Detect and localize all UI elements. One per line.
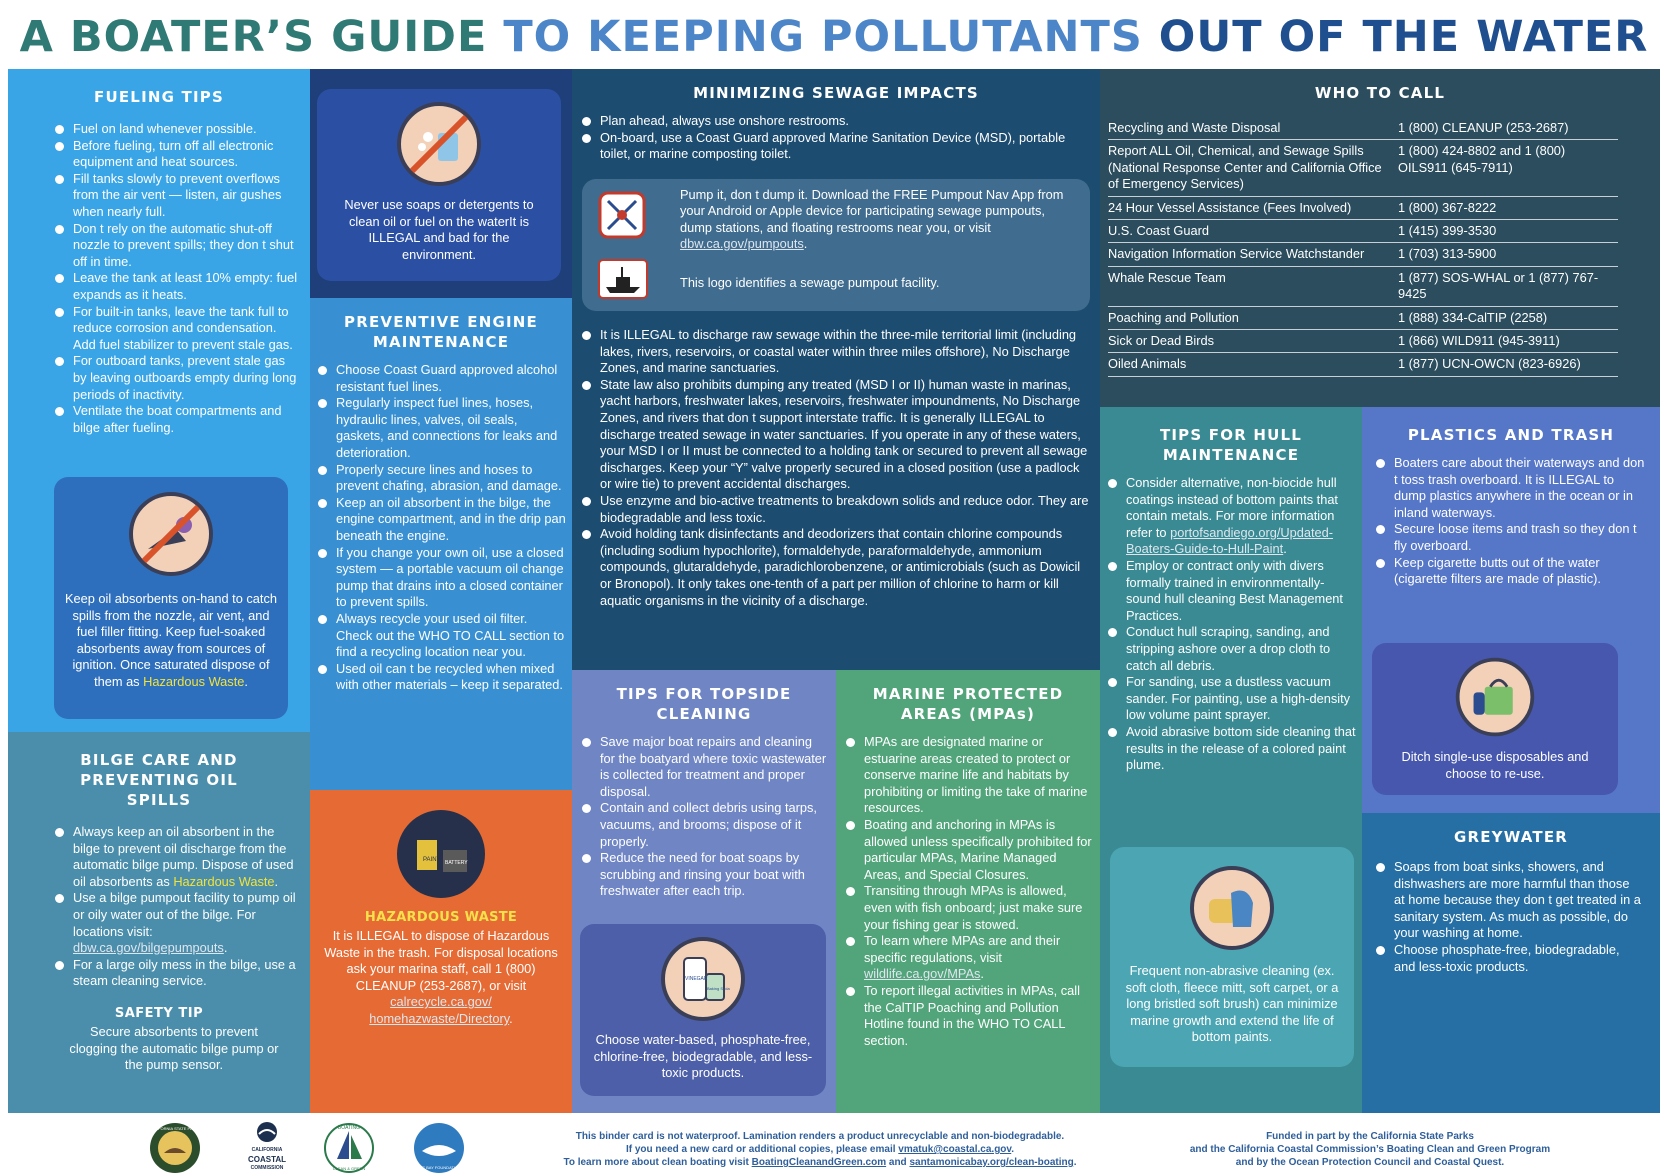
oil-absorbent-icon [126,489,216,579]
list-item: Keep cigarette butts out of the water (cigarette filters are made of plastic). [1376,555,1648,588]
table-row [1108,220,1618,243]
products-text: Choose water-based, phosphate-free, chlorine-free, biodegradable, and less-toxic products. [593,1032,813,1081]
contact-name: Oiled Animals [1108,353,1398,376]
who-to-call-title: WHO TO CALL [1314,84,1446,102]
bay-foundation-logo [412,1121,466,1174]
list-item: Use enzyme and bio-active treatments to breakdown solids and reduce odor. They are biodegradable and less toxic. [582,493,1092,526]
list-item: Fill tanks slowly to prevent overflows from the air vent — listen, air gushes when nearly full. [55,171,300,221]
hazardous-waste-highlight: Hazardous Waste [143,673,245,689]
contact-phone: 1 (800) 424-8802 and 1 (800) OILS911 (645-7911) [1398,140,1618,196]
santamonicabay-link[interactable]: santamonicabay.org/clean-boating [909,1157,1074,1168]
reusable-bag-icon [1453,655,1537,739]
list-item: On-board, use a Coast Guard approved Marine Sanitation Device (MSD), portable toilet, or marine composting toilet. [582,130,1090,163]
pumpout-facility-logo-icon [598,259,648,299]
list-item: Keep an oil absorbent in the bilge, the engine compartment, and in the drip pan beneath the engine. [318,495,566,545]
sewage-list [582,327,1092,609]
who-to-call-panel [1100,69,1660,407]
sewage-top-list [582,113,1090,163]
list-item: State law also prohibits dumping any treated (MSD I or II) human waste in marinas, yacht harbors, freshwater lakes, reservoirs, freshwater impoundments, No Discharge Zones, and rivers that don t support interstate traffic. It is generally ILLEGAL to discharge treated sewage in water sanctuaries. If you operate in any of these waters, your MSD I or II must be connected to a holding tank or secured to prevent all sewage discharges. Keep your “Y” valve properly secured in a closed position (use a padlock or wire tie) to prevent accidental discharges. [582,377,1092,493]
soap-warning-panel [310,69,572,298]
list-item: Choose phosphate-free, biodegradable, and less-toxic products. [1376,942,1642,975]
hazardous-waste-panel [310,790,572,1113]
list-item: Employ or contract only with divers formally trained in environmentally-sound hull cleaning Best Management Practices. [1108,558,1356,624]
fueling-title: FUELING TIPS [94,88,224,106]
contact-name: 24 Hour Vessel Assistance (Fees Involved) [1108,196,1398,219]
hazardous-waste-title: HAZARDOUS WASTE [364,910,518,925]
list-item: Always recycle your used oil filter. Check out the WHO TO CALL section to find a recycling location near you. [318,611,566,661]
list-item: MPAs are designated marine or estuarine areas created to protect or conserve marine life and habitats by prohibiting or limiting the take of marine resources. [846,734,1094,817]
safety-tip-title: SAFETY TIP [114,1005,204,1021]
non-abrasive-text: Frequent non-abrasive cleaning (ex. soft cloth, fleece mitt, soft carpet, or a long bristled soft brush) can minimize marine growth and extend the life of bottom paints. [1125,963,1339,1045]
safety-tip-text: Secure absorbents to prevent clogging the automatic bilge pump or the pump sensor. [69,1023,279,1073]
greywater-panel [1362,813,1660,1113]
contact-name: Whale Rescue Team [1108,266,1398,306]
table-row [1108,117,1618,140]
table-row [1108,266,1618,306]
contact-phone: 1 (800) 367-8222 [1398,196,1618,219]
list-item: Reduce the need for boat soaps by scrubbing and rinsing your boat with freshwater after each trip. [582,850,828,900]
pumpout-app-text: Pump it, don t dump it. Download the FREE Pumpout Nav App from your Android or Apple device for participating sewage pumpouts, dump stations, and floating restrooms near you, or visit dbw.ca.gov/pumpouts. [680,187,1064,252]
boating-clean-green-link[interactable]: BoatingCleanandGreen.com [751,1157,887,1168]
list-item: Before fueling, turn off all electronic equipment and heat sources. [55,138,300,171]
list-item: Soaps from boat sinks, showers, and dishwashers are more harmful than those at home because they don t get treated in a sanitary system. As much as possible, do your washing at home. [1376,859,1642,942]
plastics-list [1376,455,1648,588]
svg-text:CLEAN & GREEN: CLEAN & GREEN [332,1166,366,1171]
list-item: Don t rely on the automatic shut-off nozzle to prevent spills; they don t shut off in time. [55,221,300,271]
state-parks-logo [148,1121,202,1174]
table-row [1108,196,1618,219]
greywater-title: GREYWATER [1453,828,1569,846]
table-row [1108,306,1618,329]
list-item: To learn where MPAs are and their specific regulations, visit wildlife.ca.gov/MPAs. [846,933,1094,983]
list-item: For a large oily mess in the bilge, use a steam cleaning service. [55,957,300,990]
fueling-list [55,121,300,436]
sewage-panel [572,69,1100,670]
reuse-card [1372,643,1618,795]
list-item: Fuel on land whenever possible. [55,121,300,138]
svg-text:PAINT: PAINT [423,857,441,863]
list-item: For sanding, use a dustless vacuum sander. For painting, use a high-density low volume paint sprayer. [1108,674,1356,724]
contact-phone: 1 (703) 313-5900 [1398,243,1618,266]
svg-text:CALIFORNIA STATE PARKS: CALIFORNIA STATE PARKS [149,1126,201,1131]
list-item: Choose Coast Guard approved alcohol resistant fuel lines. [318,362,566,395]
list-item: Avoid abrasive bottom side cleaning that results in the release of a colored paint plume. [1108,724,1356,774]
boating-clean-green-logo [322,1121,376,1174]
contact-name: Recycling and Waste Disposal [1108,117,1398,140]
table-row [1108,243,1618,266]
pumpout-logo-text: This logo identifies a sewage pumpout facility. [680,275,940,290]
list-item: Contain and collect debris using tarps, vacuums, and brooms; dispose of it properly. [582,800,828,850]
list-item: Save major boat repairs and cleaning for the boatyard where toxic wastewater is collected for treatment and proper disposal. [582,734,828,800]
products-card [580,924,826,1096]
topside-cleaning-panel [572,670,836,1113]
contact-phone: 1 (877) SOS-WHAL or 1 (877) 767-9425 [1398,266,1618,306]
fueling-tips-panel [8,69,310,732]
topside-title: TIPS FOR TOPSIDE CLEANING [616,685,792,723]
list-item: Properly secure lines and hoses to prevent chafing, abrasion, and damage. [318,462,566,495]
contact-phone: 1 (888) 334-CalTIP (2258) [1398,306,1618,329]
coastal-commission-logo: CALIFORNIA COASTAL COMMISSION [232,1121,302,1173]
svg-text:THE BAY FOUNDATION: THE BAY FOUNDATION [416,1165,462,1170]
list-item: Always keep an oil absorbent in the bilge to prevent oil discharge from the automatic bilge pump. Dispose of used oil absorbents as Hazardous Waste. [55,824,300,890]
reuse-text: Ditch single-use disposables and choose to re-use. [1401,749,1589,781]
cleaning-products-icon [658,934,748,1024]
list-item: For built-in tanks, leave the tank full to reduce corrosion and condensation. Add fuel stabilizer to prevent stale gas. [55,304,300,354]
hull-title: TIPS FOR HULL MAINTENANCE [1159,426,1303,464]
contact-name: U.S. Coast Guard [1108,220,1398,243]
list-item: Use a bilge pumpout facility to pump oil or oily water out of the bilge. For locations visit: dbw.ca.gov/bilgepumpouts. [55,890,300,956]
list-item: Leave the tank at least 10% empty: fuel expands as it heats. [55,270,300,303]
mpa-title: MARINE PROTECTED AREAS (MPAs) [872,685,1064,723]
funding-credits: Funded in part by the California State Parks and the California Coastal Commission’s Boating Clean and Green Program and by the Ocean Protection Council and Coastal Quest. [1189,1131,1551,1168]
email-link[interactable]: vmatuk@coastal.ca.gov [898,1144,1012,1155]
oil-absorbent-card [54,477,288,719]
page-title: A BOATER’S GUIDE TO KEEPING POLLUTANTS OUT OF THE WATER [19,12,1649,62]
contacts-table [1108,117,1618,377]
bilge-care-panel [8,732,310,1113]
svg-text:BOATING: BOATING [337,1125,361,1131]
hazardous-waste-icon [393,806,489,902]
contact-phone: 1 (866) WILD911 (945-3911) [1398,330,1618,353]
topside-list [582,734,828,900]
list-item: Boaters care about their waterways and don t toss trash overboard. It is ILLEGAL to dump plastics anywhere in the ocean or in inland waterways. [1376,455,1648,521]
svg-text:BATTERY: BATTERY [445,860,468,866]
table-row [1108,140,1618,196]
oil-absorbent-text: Keep oil absorbents on-hand to catch spills from the nozzle, air vent, and fuel filler fitting. Keep fuel-soaked absorbents away from sources of ignition. Once saturated dispose of them as Hazardous Waste. [64,591,277,689]
mpa-link[interactable]: wildlife.ca.gov/MPAs [864,966,981,982]
pumpout-app-icon [598,191,646,239]
list-item: If you change your own oil, use a closed system — a portable vacuum oil change pump that drains into a closed container to prevent spills. [318,545,566,611]
preventive-title: PREVENTIVE ENGINE MAINTENANCE [344,313,538,351]
pumpouts-link[interactable]: dbw.ca.gov/pumpouts [680,236,804,252]
list-item: It is ILLEGAL to discharge raw sewage within the three-mile territorial limit (including lakes, rivers, reservoirs, or coastal water within three miles offshore), No Discharge Zones, and marine sanctuaries. [582,327,1092,377]
calrecycle-link[interactable]: calrecycle.ca.gov/ homehazwaste/Directory [369,994,510,1026]
soap-warning-card [317,89,561,281]
footer-notice: This binder card is not waterproof. Lamination renders a product unrecyclable and non-biodegradable. If you need a new card or additional copies, please email vmatuk@coastal.ca.gov. To learn more about clean boating visit BoatingCleanandGreen.com and santamonicabay.org/clean-boating. [563,1131,1077,1168]
list-item: To report illegal activities in MPAs, call the CalTIP Poaching and Pollution Hotline found in the WHO TO CALL section. [846,983,1094,1049]
list-item: Avoid holding tank disinfectants and deodorizers that contain chlorine compounds (including sodium hypochlorite), formaldehyde, paraformaldehyde, ammonium compounds, glutaraldehyde, paradichlorobenzene, or antimicrobials (such as Dowicil or Bronopol). It only takes one-tenth of a part per million of chlorine to harm or kill aquatic organisms in the vicinity of a discharge. [582,526,1092,609]
hull-paint-link[interactable]: portofsandiego.org/Updated-Boaters-Guide-to-Hull-Paint [1126,524,1334,557]
list-item: Plan ahead, always use onshore restrooms. [582,113,1090,130]
contact-name: Navigation Information Service Watchstander [1108,243,1398,266]
hull-maintenance-panel [1100,407,1362,1113]
footer [0,1113,1668,1174]
list-item: Consider alternative, non-biocide hull coatings instead of bottom paints that contain metals. For more information refer to portofsandiego.org/Updated-Boaters-Guide-to-Hull-Paint. [1108,475,1356,558]
greywater-list [1376,859,1642,975]
table-row [1108,330,1618,353]
no-soap-icon [394,99,484,189]
contact-name: Poaching and Pollution [1108,306,1398,329]
table-row [1108,353,1618,376]
non-abrasive-card [1110,847,1354,1067]
mpa-list [846,734,1094,1049]
contact-phone: 1 (800) CLEANUP (253-2687) [1398,117,1618,140]
hazardous-waste-highlight: Hazardous Waste [173,873,275,889]
preventive-list [318,362,566,694]
contact-name: Sick or Dead Birds [1108,330,1398,353]
list-item: For outboard tanks, prevent stale gas by leaving outboards empty during long periods of inactivity. [55,353,300,403]
soap-warning-text: Never use soaps or detergents to clean oil or fuel on the waterIt is ILLEGAL and bad for the environment. [344,197,534,262]
list-item: Ventilate the boat compartments and bilge after fueling. [55,403,300,436]
list-item: Transiting through MPAs is allowed, even with fish onboard; just make sure your fishing gear is stowed. [846,883,1094,933]
mpa-panel [836,670,1100,1113]
list-item: Secure loose items and trash so they don t fly overboard. [1376,521,1648,554]
cleaning-mitt-icon [1187,863,1277,953]
plastics-trash-panel [1362,407,1660,813]
bilge-title: BILGE CARE AND PREVENTING OIL SPILLS [80,751,238,809]
svg-text:Baking Soda: Baking Soda [707,986,730,991]
list-item: Boating and anchoring in MPAs is allowed unless specifically prohibited for particular MPAs, Marine Managed Areas, and Special Closures. [846,817,1094,883]
list-item: Used oil can t be recycled when mixed with other materials – keep it separated. [318,661,566,694]
contact-name: Report ALL Oil, Chemical, and Sewage Spills (National Response Center and California Office of Emergency Services) [1108,140,1398,196]
contact-phone: 1 (415) 399-3530 [1398,220,1618,243]
wave-icon [256,1121,278,1143]
bilge-list [55,824,300,990]
hazardous-waste-text: It is ILLEGAL to dispose of Hazardous Waste in the trash. For disposal locations ask your marina staff, call 1 (800) CLEANUP (253-2687), or visit calrecycle.ca.gov/ homehazwaste/Directory. [324,928,558,1026]
svg-text:VINEGAR: VINEGAR [685,976,708,982]
plastics-title: PLASTICS AND TRASH [1407,426,1615,444]
pumpout-app-card [582,179,1090,311]
preventive-maintenance-panel [310,298,572,790]
hull-list [1108,475,1356,774]
list-item: Regularly inspect fuel lines, hoses, hydraulic lines, valves, oil seals, gaskets, and connections for leaks and deterioration. [318,395,566,461]
bilgepumpouts-link[interactable]: dbw.ca.gov/bilgepumpouts [73,940,224,956]
list-item: Conduct hull scraping, sanding, and stripping ashore over a drop cloth to catch all debris. [1108,624,1356,674]
contact-phone: 1 (877) UCN-OWCN (823-6926) [1398,353,1618,376]
sewage-title: MINIMIZING SEWAGE IMPACTS [693,84,979,102]
